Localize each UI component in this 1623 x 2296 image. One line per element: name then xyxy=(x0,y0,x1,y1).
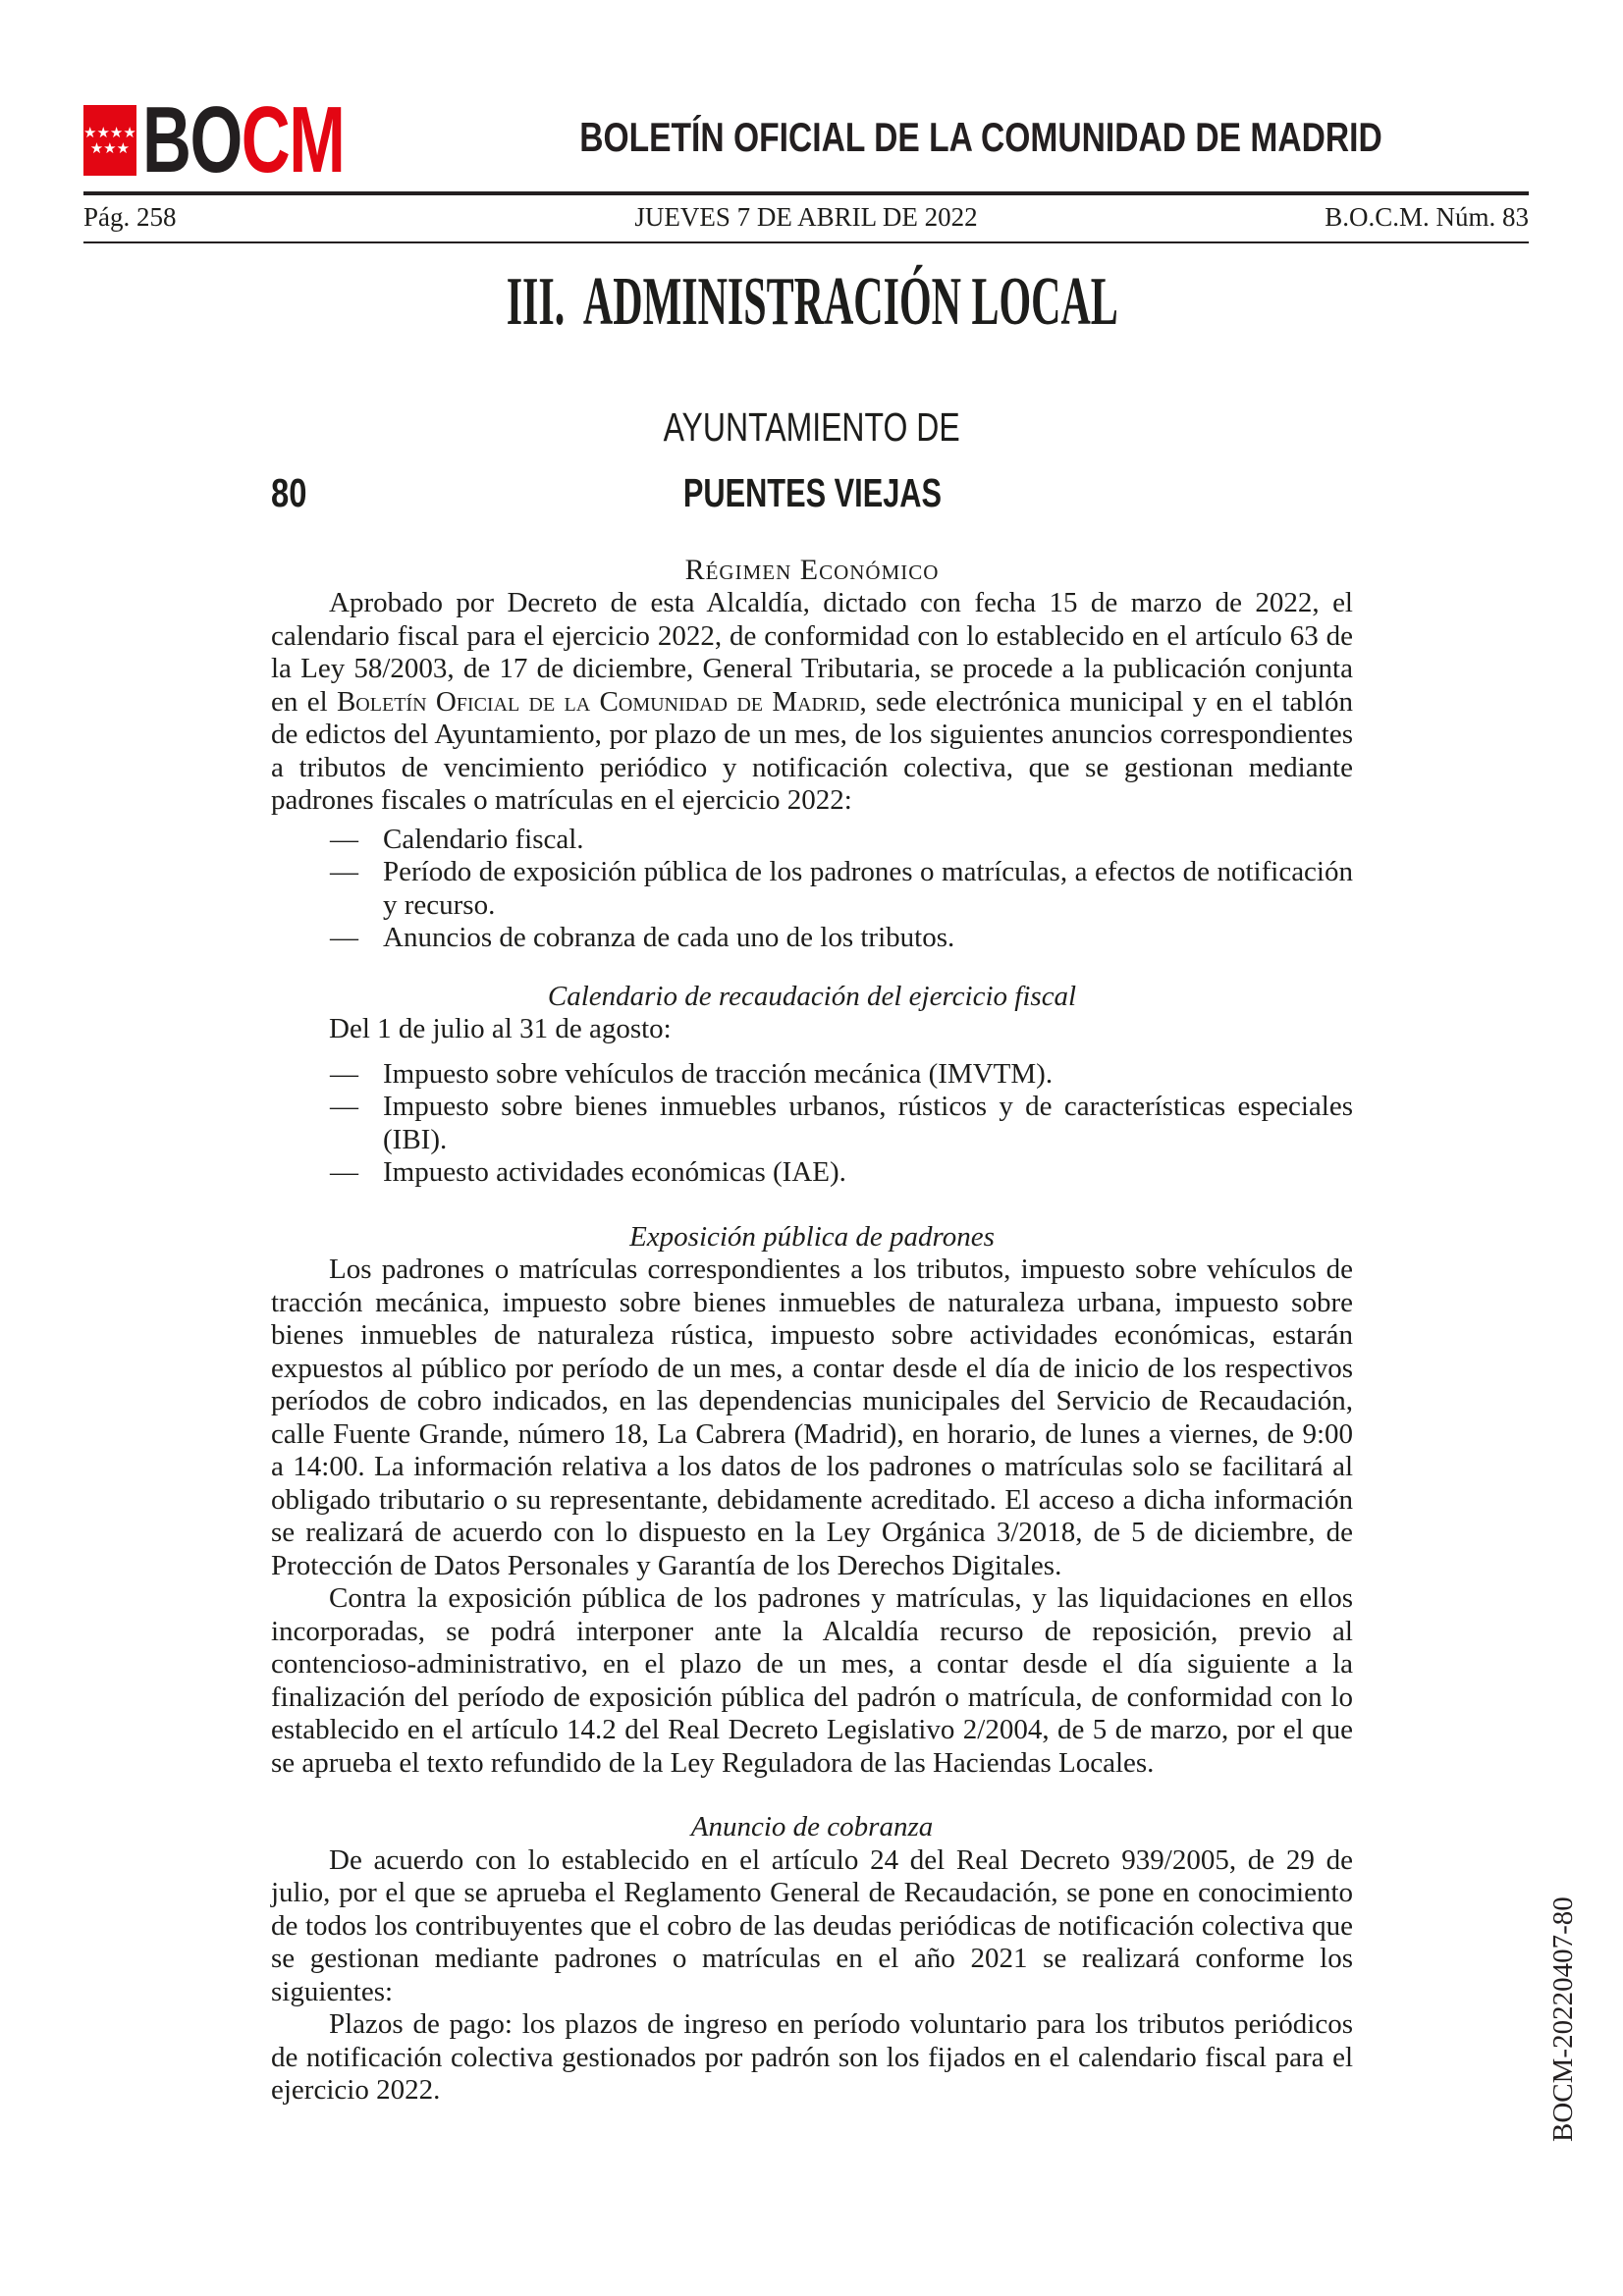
calendar-section-heading: Calendario de recaudación del ejercicio fiscal xyxy=(547,980,1077,1012)
masthead-title: BOLETÍN OFICIAL DE LA COMUNIDAD DE MADRID xyxy=(578,114,1382,160)
municipality-row xyxy=(271,471,1353,514)
collection-section-heading: Anuncio de cobranza xyxy=(690,1811,934,1842)
flag-stars-row-top: ★★★★ xyxy=(83,124,136,141)
bocm-smallcaps-phrase: Boletín Oficial de la Comunidad de Madrid xyxy=(336,685,860,718)
tax-list xyxy=(271,1058,1353,1190)
issue-date: JUEVES 7 DE ABRIL DE 2022 xyxy=(634,202,978,232)
list-item xyxy=(271,856,1353,922)
exposure-paragraph-2: Contra la exposición pública de los padrones y matrículas, y las liquidaciones en ellos incorporadas, se podrá interponer ante la Alcaldía recurso de reposición, previo al contencioso-administrativo, en el plazo de un mes, a contar desde el día siguiente a la finalización del período de exposición pública del padrón o matrícula, de conformidad con lo establecido en el artículo 14.2 del Real Decreto Legislativo 2/2004, de 5 de marzo, por el que se aprueba el texto refundido de la Ley Reguladora de las Haciendas Locales. xyxy=(271,1582,1353,1779)
section-heading: III. ADMINISTRACIÓN LOCAL xyxy=(506,264,1118,340)
dash-marker: — xyxy=(330,856,358,887)
announcement-list xyxy=(271,824,1353,955)
page-number: Pág. 258 xyxy=(83,202,177,232)
issue-number: B.O.C.M. Núm. 83 xyxy=(1325,202,1529,232)
exposure-paragraph-1: Los padrones o matrículas correspondientes a los tributos, impuesto sobre vehículos de tracción mecánica, impuesto sobre bienes inmuebles de naturaleza urbana, impuesto sobre bienes inmuebles de naturaleza rústica, impuesto sobre actividades económicas, estarán expuestos al público por período de un mes, a contar desde el día de inicio de los respectivos períodos de cobro indicados, en las dependencias municipales del Servicio de Recaudación, calle Fuente Grande, número 18, La Cabrera (Madrid), en horario, de lunes a viernes, de 9:00 a 14:00. La información relativa a los datos de los padrones o matrículas solo se facilitará al obligado tributario o su representante, debidamente acreditado. El acceso a dicha información se realizará de acuerdo con lo dispuesto en la Ley Orgánica 3/2018, de 5 de diciembre, de Protección de Datos Personales y Garantía de los Derechos Digitales. xyxy=(271,1254,1353,1581)
list-item-text: Impuesto sobre vehículos de tracción mecánica (IMVTM). xyxy=(383,1057,1054,1090)
subject-row xyxy=(271,554,1353,587)
masthead-title-wrap xyxy=(432,114,1529,177)
list-item xyxy=(271,1058,1353,1092)
dash-marker: — xyxy=(330,1057,358,1090)
list-item-text: Período de exposición pública de los padrones o matrículas, a efectos de notificación y recurso. xyxy=(383,856,1353,921)
dash-marker: — xyxy=(330,823,358,855)
list-item xyxy=(271,824,1353,857)
logotype-cm: CM xyxy=(241,87,345,192)
municipality-heading: PUENTES VIEJAS xyxy=(682,470,942,515)
calendar-intro-paragraph: Del 1 de julio al 31 de agosto: xyxy=(329,1013,672,1044)
org-line-row xyxy=(271,406,1353,448)
header-rule-bottom xyxy=(83,241,1529,243)
article xyxy=(271,264,1353,2108)
list-item xyxy=(271,1091,1353,1156)
collection-paragraph-1: De acuerdo con lo establecido en el artículo 24 del Real Decreto 939/2005, de 29 de julio, por el que se aprueba el Reglamento General de Recaudación, se pone en conocimiento de todos los contribuyentes que el cobro de las deudas periódicas de notificación colectiva que se gestionan mediante padrones o matrículas en el año 2021 se realizará conforme los siguientes: xyxy=(271,1843,1353,2007)
exposure-section-heading: Exposición pública de padrones xyxy=(629,1220,995,1253)
masthead xyxy=(83,87,1529,192)
list-item-text: Impuesto actividades económicas (IAE). xyxy=(383,1156,846,1188)
logotype-bo: BO xyxy=(141,87,242,192)
intro-paragraph-part2: , sede electrónica municipal y en el tablón de edictos del Ayuntamiento, por plazo de un mes, de los siguientes anuncios correspondientes a tributos de vencimiento periódico y notificación colectiva, que se gestionan mediante padrones fiscales o matrículas en el ejercicio 2022: xyxy=(271,685,1353,816)
page-content xyxy=(0,87,1623,2108)
list-item xyxy=(271,922,1353,955)
list-item xyxy=(271,1156,1353,1190)
dash-marker: — xyxy=(330,1156,358,1188)
collection-paragraph-2: Plazos de pago: los plazos de ingreso en período voluntario para los tributos periódicos de notificación colectiva gestionados por padrón son los fijados en el calendario fiscal para el ejercicio 2022. xyxy=(271,2008,1353,2106)
bocm-logo xyxy=(83,87,378,192)
list-item-text: Impuesto sobre bienes inmuebles urbanos, rústicos y de características especiales (IBI). xyxy=(383,1091,1353,1155)
body-copy xyxy=(271,587,1353,2108)
list-item-text: Anuncios de cobranza de cada uno de los tributos. xyxy=(383,922,955,953)
dash-marker: — xyxy=(330,1091,358,1122)
madrid-flag-icon xyxy=(83,105,136,176)
flag-stars-row-bottom: ★★★ xyxy=(89,139,131,157)
dash-marker: — xyxy=(330,922,358,953)
subject-heading: Régimen Económico xyxy=(684,554,940,586)
intro-paragraph-part1: Aprobado por Decreto de esta Alcaldía, dictado con fecha 15 de marzo de 2022, el calendario fiscal para el ejercicio 2022, de conformidad con lo establecido en el artículo 63 de la Ley 58/2003, de 17 de diciembre, General Tributaria, se procede a la publicación conjunta en el xyxy=(271,587,1353,718)
announcement-number: 80 xyxy=(271,470,307,515)
vertical-document-id: BOCM-20220407-80 xyxy=(1547,1896,1579,2142)
section-title-row xyxy=(271,264,1353,340)
organization-heading: AYUNTAMIENTO DE xyxy=(663,404,961,450)
list-item-text: Calendario fiscal. xyxy=(383,823,584,855)
header-bar xyxy=(83,195,1529,241)
intro-paragraph xyxy=(271,587,1353,818)
bocm-logotype xyxy=(141,87,345,192)
